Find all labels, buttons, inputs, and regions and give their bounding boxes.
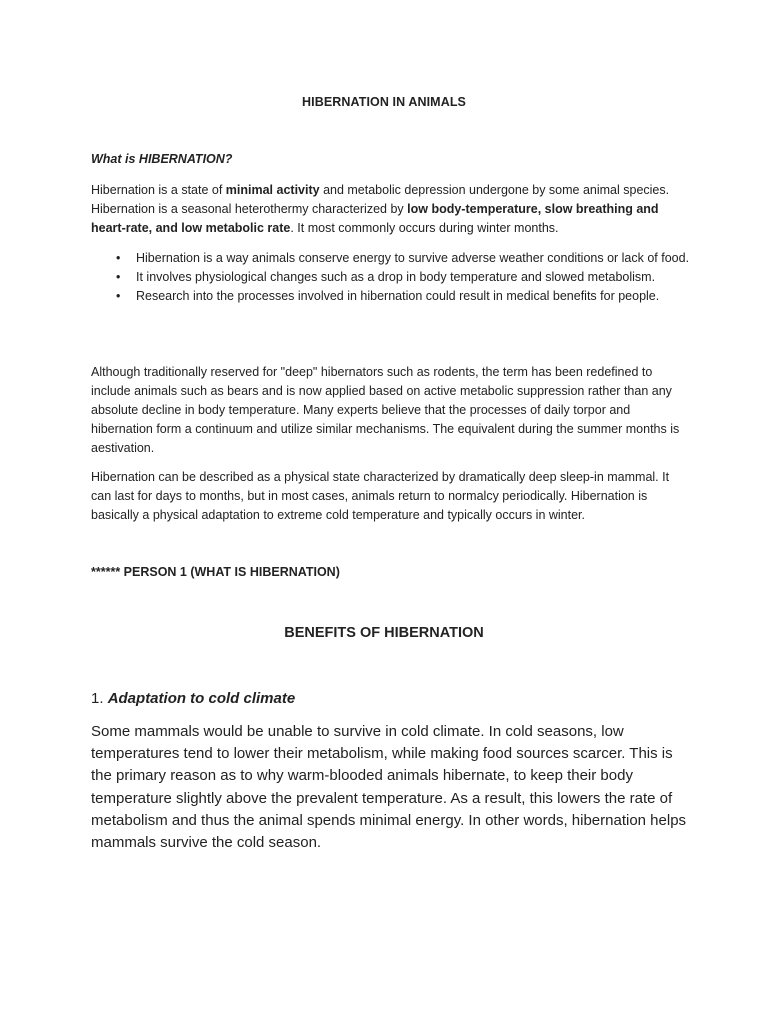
list-item (91, 268, 691, 287)
adaptation-paragraph: Some mammals would be unable to survive in cold climate. In cold seasons, low temperatures tend to lower their metabolism, while making food sources scarcer. This is the primary reason as to why warm-blooded animals hibernate, to keep their body temperature slightly above the prevalent temperature. As a result, this lowers the rate of metabolism and thus the animal spends minimal energy. In other words, hibernation helps mammals survive the cold season. (91, 723, 687, 852)
intro-paragraph (91, 181, 691, 238)
subsection-heading (91, 690, 295, 707)
section-title: BENEFITS OF HIBERNATION (284, 625, 484, 641)
subsection-number: 1. (91, 690, 104, 707)
bullet-list (91, 249, 691, 306)
description-paragraph: Hibernation can be described as a physical state characterized by dramatically deep sleep-in mammal. It can last for days to months, but in most cases, animals return to normalcy periodically. Hibernation is basically a physical adaptation to extreme cold temperature and typically occurs in winter. (91, 470, 670, 522)
bullet-icon: • (116, 251, 121, 265)
intro-bold-2: low body-temperature, slow breathing and heart-rate, and low metabolic rate (91, 202, 659, 235)
intro-text-2: and metabolic depression undergone by some animal species. Hibernation is a seasonal heterothermy characterized by (91, 183, 670, 216)
intro-bold-1: minimal activity (225, 183, 320, 197)
list-item-text: Hibernation is a way animals conserve energy to survive adverse weather conditions or lack of food. (136, 251, 690, 265)
intro-text-3: . It most commonly occurs during winter months. (290, 221, 559, 235)
bullet-icon: • (116, 270, 121, 284)
person-note: ****** PERSON 1 (WHAT IS HIBERNATION) (91, 565, 340, 579)
list-item (91, 287, 691, 306)
subsection-label: Adaptation to cold climate (107, 690, 296, 707)
question-heading: What is HIBERNATION? (91, 152, 233, 166)
bullet-icon: • (116, 289, 121, 303)
list-item (91, 249, 691, 268)
list-item-text: Research into the processes involved in hibernation could result in medical benefits for people. (136, 289, 660, 303)
document-title: HIBERNATION IN ANIMALS (302, 95, 466, 109)
list-item-text: It involves physiological changes such as a drop in body temperature and slowed metabolism. (136, 270, 656, 284)
torpor-paragraph: Although traditionally reserved for "deep" hibernators such as rodents, the term has been redefined to include animals such as bears and is now applied based on active metabolic suppression rather than any absolute decline in body temperature. Many experts believe that the processes of daily torpor and hibernation form a continuum and utilize similar mechanisms. The equivalent during the summer months is aestivation. (91, 365, 680, 455)
intro-text-1: Hibernation is a state of (91, 183, 226, 197)
